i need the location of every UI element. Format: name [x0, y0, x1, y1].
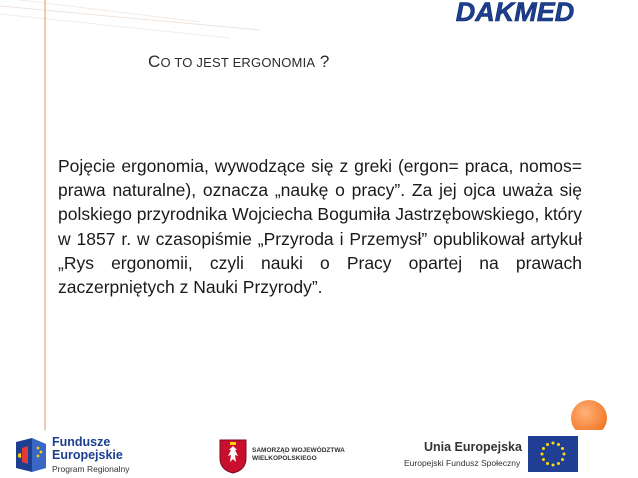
eu-star [542, 458, 545, 461]
title-initial: C [148, 52, 161, 71]
eu-star [546, 443, 549, 446]
eu-star [557, 462, 560, 465]
fe-line2: Europejskie [52, 448, 123, 462]
wlk-line1: SAMORZĄD WOJEWÓDZTWA [252, 447, 345, 454]
title-question: ? [319, 52, 330, 71]
eu-star [552, 464, 555, 467]
eu-star [557, 443, 560, 446]
footer-logos [0, 430, 638, 478]
dakmed-logo [413, 0, 618, 26]
decorative-lines [0, 0, 260, 40]
fe-line3: Program Regionalny [52, 464, 130, 474]
eu-flag-icon [528, 436, 578, 472]
wielkopolska-crest-icon [218, 438, 248, 474]
eu-star [546, 462, 549, 465]
dakmed-logo-text: DAKMED [455, 0, 575, 26]
body-paragraph: Pojęcie ergonomia, wywodzące się z greki (ergon= praca, nomos= prawa naturalne), oznacza „naukę o pracy”. Za jej ojca uważa się polskiego przyrodnika Wojciecha Bogumiła Jastrzębowskiego, który w 1857 r. w czasopiśmie „Przyroda i Przemysł” opublikował artykuł „Rys ergonomii, czyli nauki o Pracy opartej na prawach zaczerpniętych z Nauki Przyrody”. [58, 156, 582, 298]
eu-star [563, 453, 566, 456]
unia-europejska-text [404, 440, 522, 468]
title-rest: TO JEST ERGONOMIA [170, 55, 316, 70]
fundusze-europejskie-text [52, 436, 129, 474]
ue-line2: Europejski Fundusz Społeczny [404, 458, 521, 468]
fundusze-europejskie-logo-icon [12, 434, 48, 476]
wielkopolska-text [252, 447, 345, 463]
eu-star [561, 458, 564, 461]
title-word1-rest: O [160, 55, 171, 70]
eu-star [542, 447, 545, 450]
eu-star [561, 447, 564, 450]
left-border-rule [44, 0, 46, 430]
fe-line1: Fundusze [52, 435, 111, 449]
ue-line1: Unia Europejska [424, 440, 522, 454]
eu-star [552, 442, 555, 445]
page-title [148, 52, 330, 72]
eu-star [541, 453, 544, 456]
wlk-line2: WIELKOPOLSKIEGO [252, 455, 317, 462]
